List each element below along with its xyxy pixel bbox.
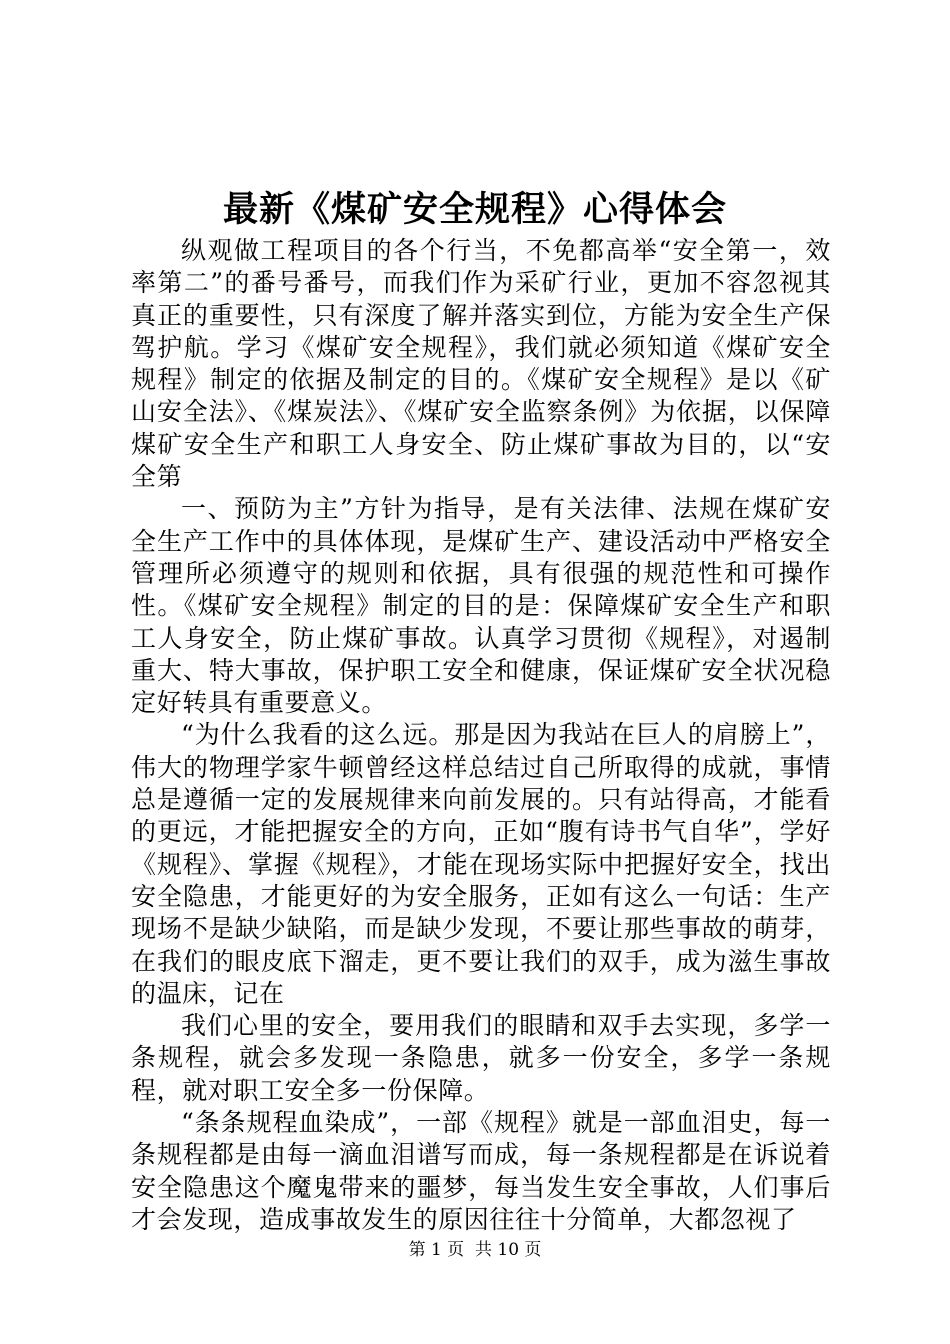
page-footer bbox=[0, 1238, 950, 1262]
paragraph-1: 纵观做工程项目的各个行当，不免都高举“安全第一，效率第二”的番号番号，而我们作为采矿行业，更加不容忽视其真正的重要性，只有深度了解并落实到位，方能为安全生产保驾护航。学习《煤矿安全规程》，我们就必须知道《煤矿安全规程》制定的依据及制定的目的。《煤矿安全规程》是以《矿山安全法》、《煤炭法》、《煤矿安全监察条例》为依据，以保障煤矿安全生产和职工人身安全、防止煤矿事故为目的，以“安全第 bbox=[131, 236, 831, 492]
paragraph-3: “为什么我看的这么远。那是因为我站在巨人的肩膀上”，伟大的物理学家牛顿曾经这样总结过自己所取得的成就，事情总是遵循一定的发展规律来向前发展的。只有站得高，才能看的更远，才能把握安全的方向，正如“腹有诗书气自华”，学好《规程》、掌握《规程》，才能在现场实际中把握好安全，找出安全隐患，才能更好的为安全服务，正如有这么一句话：生产现场不是缺少缺陷，而是缺少发现，不要让那些事故的萌芽，在我们的眼皮底下溜走，更不要让我们的双手，成为滋生事故的温床，记在 bbox=[131, 720, 831, 1008]
document-body bbox=[131, 235, 831, 1236]
paragraph-2: 一、预防为主”方针为指导，是有关法律、法规在煤矿安全生产工作中的具体体现，是煤矿生产、建设活动中严格安全管理所必须遵守的规则和依据，具有很强的规范性和可操作性。《煤矿安全规程》制定的目的是：保障煤矿安全生产和职工人身安全，防止煤矿事故。认真学习贯彻《规程》，对遏制重大、特大事故，保护职工安全和健康，保证煤矿安全状况稳定好转具有重要意义。 bbox=[131, 494, 831, 718]
document-title: 最新《煤矿安全规程》心得体会 bbox=[222, 190, 727, 230]
paragraph-5: “条条规程血染成”，一部《规程》就是一部血泪史，每一条规程都是由每一滴血泪谱写而成，每一条规程都是在诉说着安全隐患这个魔鬼带来的噩梦，每当发生安全事故，人们事后才会发现，造成事故发生的原因往往十分简单，大都忽视了 bbox=[131, 1108, 831, 1234]
page-number: 第 1 页 共 10 页 bbox=[408, 1240, 542, 1260]
paragraph-4: 我们心里的安全，要用我们的眼睛和双手去实现，多学一条规程，就会多发现一条隐患，就多一份安全，多学一条规程，就对职工安全多一份保障。 bbox=[131, 1011, 831, 1105]
